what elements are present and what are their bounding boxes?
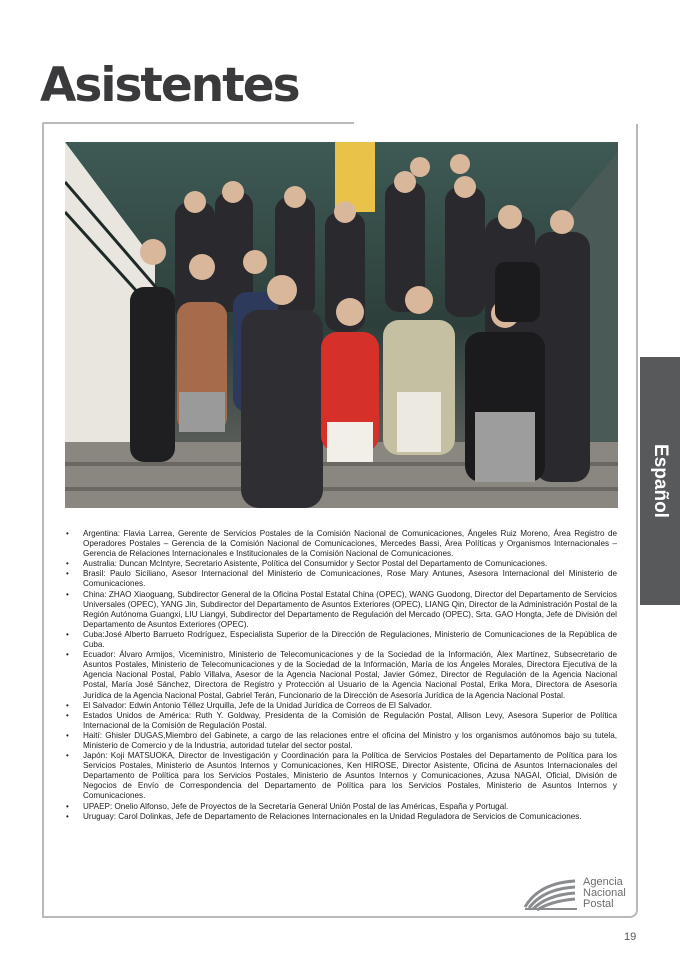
group-photo-icon [65,142,618,508]
list-item: • Ecuador: Álvaro Armijos, Viceministro, Ministerio de Telecomunicaciones y de la Sociedad de la Información, Álex Martínez, Subsecretario de Asuntos Postales, Ministerio de Telecomunicaciones y de la Sociedad de la Información, María de los Ángeles Morales, Directora Ejecutiva de la Agencia Nacional Postal, Pablo Villalva, Asesor de la Agencia Nacional Postal, Javier Gómez, Director de Regulación de la Agencia Nacional Postal, María José Sánchez, Directora de Registro y Protección al Usuario de la Agencia Nacional Postal, Erika Mora, Directora de Asesoría Jurídica de la Agencia Nacional Postal, Gabriel Terán, Funcionario de la Dirección de Asesoría Jurídica de la Agencia Nacional Postal. [66,650,617,700]
page-number: 19 [624,931,637,943]
list-item: • Haití: Ghisler DUGAS,Miembro del Gabinete, a cargo de las relaciones entre el oficina del Ministro y los organismos autónomos bajo su tutela, Ministerio de Comercio y de la Industria, autoridad tutelar del sector postal. [66,731,617,751]
logo-line-1: Agencia [583,876,623,888]
logo-line-3: Postal [583,898,614,910]
language-tab [640,357,680,605]
list-item: • Japón: Koji MATSUOKA, Director de Investigación y Coordinación para la Política de Servicios Postales del Departamento de Política para los Servicios Postales, Ministerio de Asuntos Internos y Comunicaciones, Ken HIROSE, Director Asistente, Oficina de Asuntos Internacionales del Departamento de Política para los Servicios Postales, Ministerio de Asuntos Internos y Comunicaciones, Azusa NAGAI, Oficial, División de Negocios de Envío de Correspondencia del Departamento de Política para los Servicios Postales, Ministerio de Asuntos Internos y Comunicaciones. [66,751,617,801]
agencia-nacional-postal-logo-icon [523,877,579,911]
agency-logo [523,877,633,911]
list-item: • Argentina: Flavia Larrea, Gerente de Servicios Postales de la Comisión Nacional de Comunicaciones, Ángeles Ruiz Moreno, Área Registro de Operadores Postales – Gerencia de la Comisión Nacional de Comunicaciones, Mercedes Bassi, Área Políticas y Organismos Internacionales – Gerencia de Relaciones Internacionales e Institucionales de la Comisión Nacional de Comunicaciones. [66,529,617,559]
attendee-list [66,529,617,822]
group-photo [65,142,618,508]
list-item: • Uruguay: Carol Dolinkas, Jefe de Departamento de Relaciones Internacionales en la Unidad Reguladora de Servicios de Comunicaciones. [66,812,617,822]
list-item: • Brasil: Paulo Siciliano, Asesor Internacional del Ministerio de Comunicaciones, Rose Mary Antunes, Asesora Internacional del Ministerio de Comunicaciones. [66,569,617,589]
list-item: • Cuba:José Alberto Barrueto Rodríguez, Especialista Superior de la Dirección de Regulaciones, Ministerio de Comunicaciones de la República de Cuba. [66,630,617,650]
page-title: Asistentes [40,58,299,113]
logo-text [583,877,626,910]
list-item: • El Salvador: Edwin Antonio Téllez Urquilla, Jefe de la Unidad Jurídica de Correos de El Salvador. [66,701,617,711]
list-item: • UPAEP: Onelio Alfonso, Jefe de Proyectos de la Secretaría General Unión Postal de las Américas, España y Portugal. [66,802,617,812]
list-item: • Estados Unidos de América: Ruth Y. Goldway, Presidenta de la Comisión de Regulación Postal, Allison Levy, Asesora Superior de Política Internacional de la Comisión de Regulación Postal. [66,711,617,731]
list-item: • Australia: Duncan McIntyre, Secretario Asistente, Política del Consumidor y Sector Postal del Departamento de Comunicaciones. [66,559,617,569]
list-item: • China: ZHAO Xiaoguang, Subdirector General de la Oficina Postal Estatal China (OPEC), WANG Guodong, Director del Departamento de Servicios Universales (OPEC), YANG Jin, Subdirector del Departamento de Asuntos Exteriores (OPEC), LIANG Qin, Director de la Administración Postal de la Región Autónoma Guangxi, LIU Liangyi, Subdirector del Departamento de Regulación del Mercado (OPEC), Srta. GAO Hongta, Jefe de División del Departamento de Asuntos Exteriores (OPEC). [66,590,617,630]
logo-line-2: Nacional [583,887,626,899]
language-tab-label: Español [650,444,671,518]
